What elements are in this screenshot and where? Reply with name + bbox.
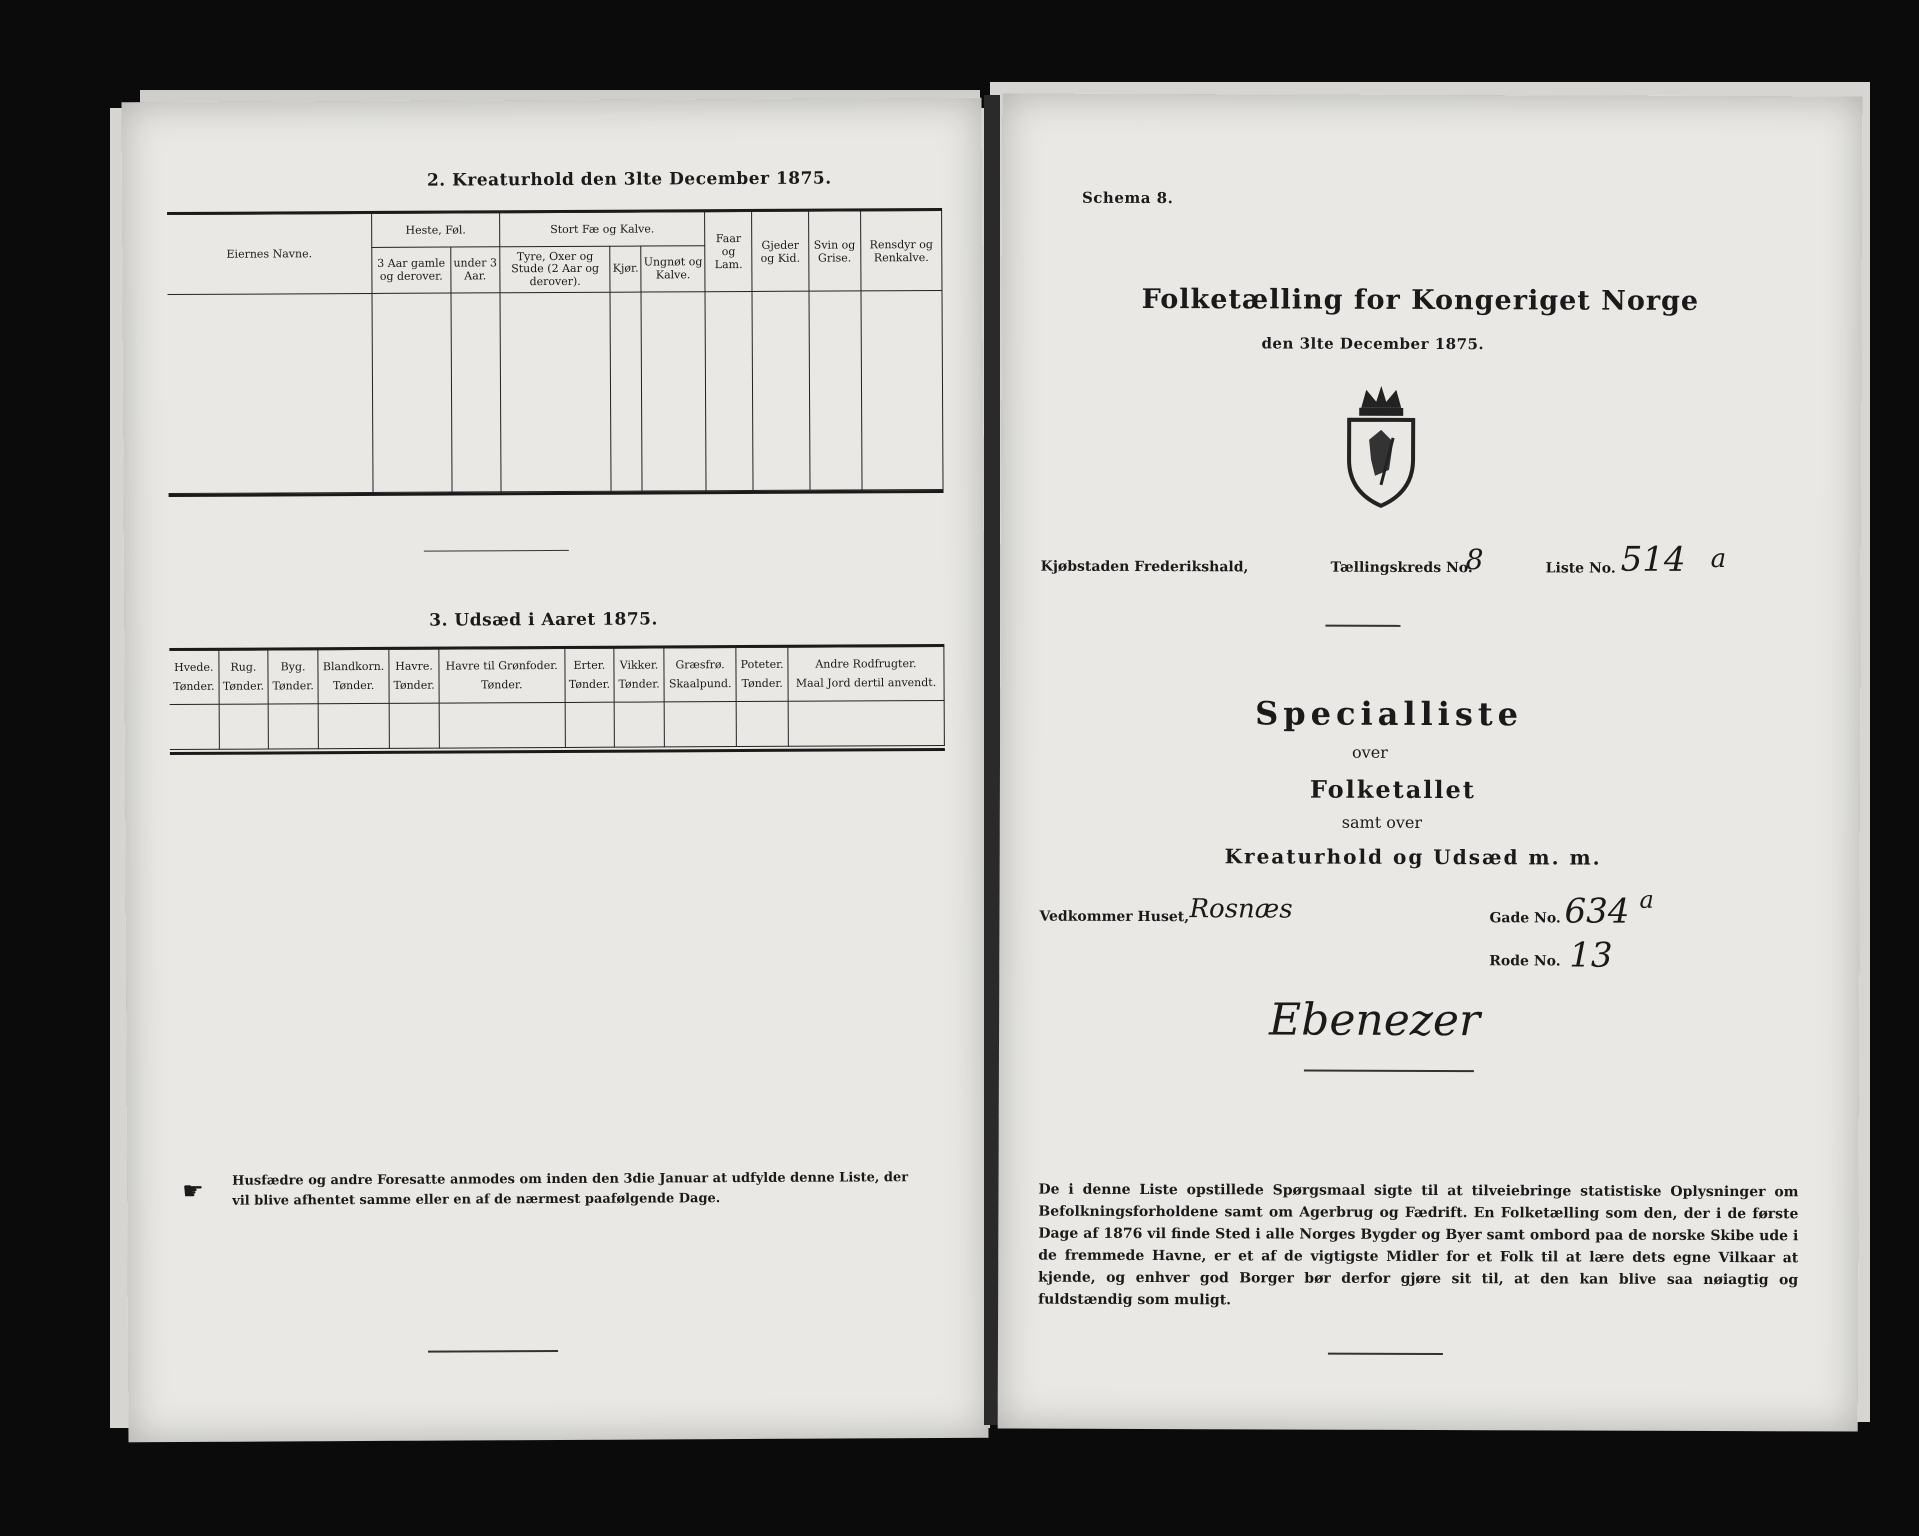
header-horses-under3: under 3 Aar. [450, 247, 500, 293]
table-cell [219, 704, 269, 749]
seed-header-name: Andre Rodfrugter. [815, 656, 917, 671]
seed-header-unit: Tønder. [618, 676, 660, 691]
seed-header-name: Havre til Grønfoder. [445, 658, 558, 673]
district-value: 8 [1465, 543, 1484, 577]
kreaturhold-heading: Kreaturhold og Udsæd m. m. [1224, 844, 1602, 870]
table-cell [318, 703, 390, 748]
seed-header-name: Blandkorn. [322, 659, 385, 674]
list-suffix: a [1710, 543, 1727, 575]
over-text: over [1352, 742, 1388, 762]
seed-header-unit: Skaalpund. [668, 676, 732, 690]
seed-header-8 [664, 648, 737, 702]
specialliste-heading: Specialliste [1255, 694, 1524, 734]
seed-header-3 [318, 649, 390, 703]
seed-header-10 [788, 646, 944, 701]
seed-header-name: Byg. [280, 660, 306, 674]
seed-header-9 [736, 647, 788, 701]
signature-underline [1304, 1070, 1474, 1073]
folketallet-heading: Folketallet [1309, 774, 1476, 805]
seed-header-unit: Tønder. [481, 677, 523, 691]
town-label: Kjøbstaden Frederikshald, [1040, 558, 1249, 576]
header-owner: Eiernes Navne. [167, 213, 372, 294]
seed-header-0 [169, 650, 218, 704]
census-date: den 3lte December 1875. [1261, 334, 1485, 354]
seed-header-name: Havre. [395, 659, 433, 673]
header-cattle-young: Ungnøt og Kalve. [641, 246, 705, 292]
seed-header-unit: Maal Jord dertil anvendt. [795, 675, 937, 690]
street-suffix: a [1639, 885, 1654, 914]
header-cattle-bulls: Tyre, Oxer og Stude (2 Aar og derover). [500, 246, 611, 293]
table-cell [565, 702, 615, 747]
table-cell [788, 700, 944, 746]
header-reindeer: Rensdyr og Renkalve. [861, 210, 942, 290]
table-cell [268, 704, 318, 749]
pointing-hand-icon: ☛ [182, 1176, 204, 1205]
list-label: Liste No. [1545, 560, 1616, 577]
seed-header-4 [389, 649, 439, 703]
divider-bottom [1328, 1353, 1443, 1355]
census-title: Folketælling for Kongeriget Norge [1141, 283, 1700, 317]
rode-value: 13 [1569, 935, 1613, 976]
signature: Ebenezer [1269, 994, 1481, 1047]
table-cell [439, 702, 565, 748]
street-value: 634 [1564, 891, 1630, 932]
seed-header-name: Erter. [573, 658, 606, 672]
list-value: 514 [1620, 539, 1686, 580]
seed-header-2 [268, 650, 318, 704]
table-row [168, 293, 374, 493]
seed-header-unit: Tønder. [222, 679, 265, 693]
seed-header-6 [564, 648, 614, 702]
explanation-paragraph: De i denne Liste opstillede Spørgsmaal sigte til at tilveiebringe statistiske Oplysninger om Befolkningsforholdene samt om Agerbrug og Fædrift. En Folketælling som den, der i de første Dage af 1876 vil finde Sted i alle Norges Bygder og Byer samt ombord paa de norske Skibe ude i de fremmede Havne, er et af de vigtigste Midler for et Folk til at lære dets egne Vilkaar at kjende, og enhver god Borger bør derfor gjøre sit til, at den kan blive saa nøiagtig og fuldstændig som muligt. [1038, 1181, 1799, 1309]
table-cell [170, 704, 219, 749]
table-cell [664, 702, 737, 747]
schema-label: Schema 8. [1081, 188, 1174, 208]
header-horses-3plus: 3 Aar gamle og derover. [372, 247, 451, 293]
seed-header-unit: Tønder. [173, 679, 215, 693]
header-pigs: Svin og Grise. [808, 211, 861, 291]
section2-title: 2. Kreaturhold den 3lte December 1875. [426, 168, 832, 191]
seed-header-name: Hvede. [174, 660, 214, 674]
street-label: Gade No. [1489, 910, 1561, 927]
divider-bottom [428, 1350, 558, 1353]
header-goats: Gjeder og Kid. [752, 211, 809, 291]
seed-header-name: Poteter. [740, 657, 784, 671]
seed-header-7 [614, 648, 664, 702]
header-cattle: Stort Fæ og Kalve. [500, 212, 705, 247]
livestock-table [167, 210, 943, 494]
seed-header-name: Rug. [230, 660, 257, 674]
seed-header-name: Græsfrø. [675, 657, 725, 672]
house-value: Rosnæs [1189, 894, 1293, 925]
seed-table [169, 646, 945, 750]
seed-header-unit: Tønder. [332, 678, 375, 692]
left-page [121, 98, 988, 1442]
rode-label: Rode No. [1489, 953, 1561, 970]
norwegian-coat-of-arms-icon [1331, 380, 1431, 510]
seed-header-5 [439, 648, 565, 703]
table-cell [737, 701, 789, 746]
seed-header-name: Vikker. [619, 658, 659, 672]
header-horses: Heste, Føl. [372, 213, 500, 248]
seed-header-unit: Tønder. [393, 678, 435, 692]
seed-header-unit: Tønder. [272, 678, 314, 692]
samt-over-text: samt over [1341, 812, 1423, 832]
seed-header-1 [218, 650, 268, 704]
header-cattle-cows: Kjør. [610, 246, 641, 292]
house-label: Vedkommer Huset, [1039, 908, 1190, 926]
section3-title: 3. Udsæd i Aaret 1875. [429, 609, 658, 631]
table-cell [389, 703, 439, 748]
header-sheep: Faar og Lam. [705, 211, 753, 291]
footnote-text: Husfædre og andre Foresatte anmodes om inden den 3die Januar at udfylde denne Liste, der vil blive afhentet samme eller en af de nærmest paafølgende Dage. [232, 1170, 909, 1209]
divider [1325, 625, 1400, 627]
table-cell [614, 702, 664, 747]
seed-header-unit: Tønder. [568, 677, 611, 691]
seed-header-unit: Tønder. [741, 676, 783, 690]
right-page [998, 94, 1863, 1432]
divider [424, 550, 569, 552]
district-label: Tællingskreds No. [1330, 559, 1473, 577]
